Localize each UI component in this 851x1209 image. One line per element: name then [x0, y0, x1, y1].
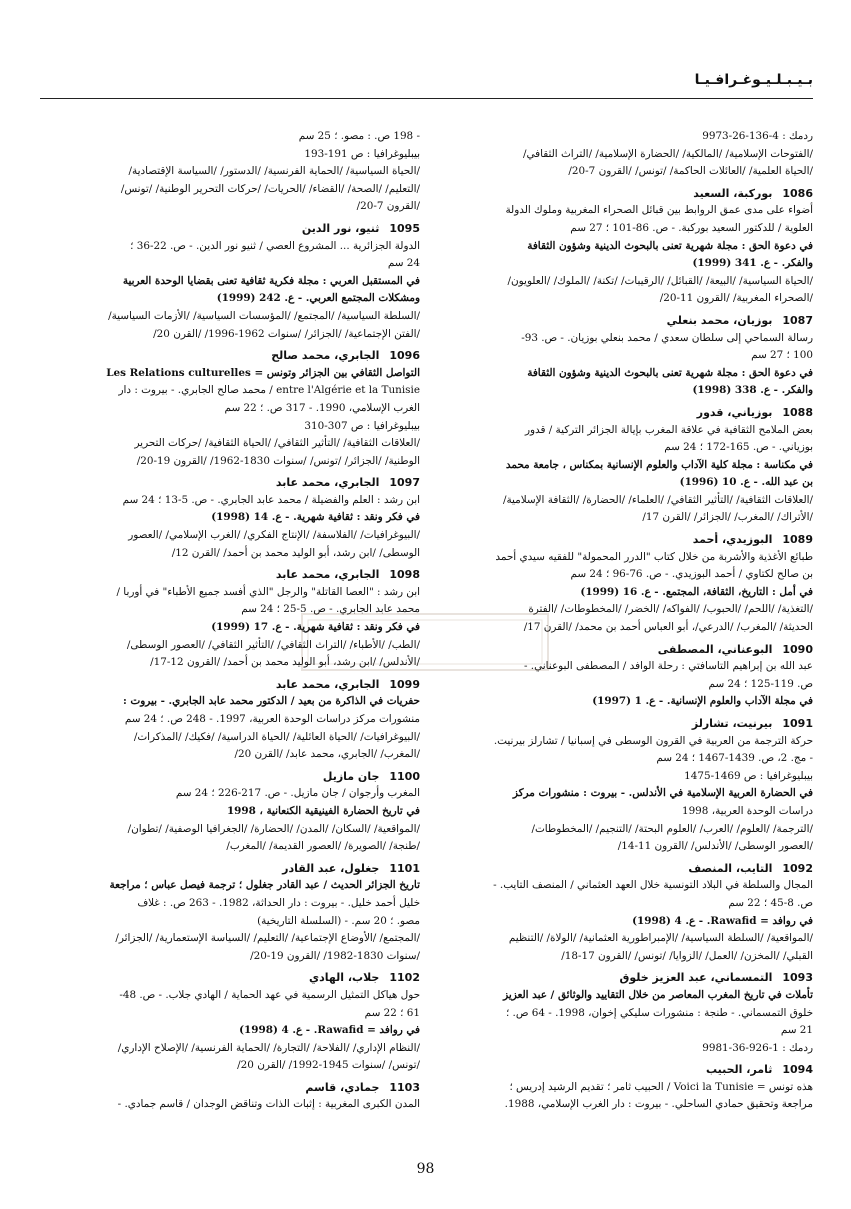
entry-line: ابن رشد : "العصا القاتلة" والرجل "الذي أفسد جميع الأطباء" في أوربا / [116, 585, 420, 598]
entry-number: 1087 [782, 313, 813, 327]
entry-number: 1088 [782, 405, 813, 419]
entry-line: 24 سم [387, 257, 420, 270]
entry-heading [38, 676, 420, 694]
entry-line: عبد الله بن إبراهيم التاسافتي : رحلة الوافد / المصطفى البوعناني. - [523, 660, 813, 673]
page-header [40, 72, 813, 99]
entry-author: الجابري، محمد عابد [275, 677, 380, 691]
entry-line: /العلاقات الثقافية/ /التأثير الثقافي/ /الحياة الثقافية/ /حركات التحرير [134, 437, 420, 450]
entry-line: حول هياكل التمثيل الرسمية في عهد الحماية / الهادي جلاب. - ص. 48- [119, 988, 420, 1001]
entry-line: خليل أحمد خليل. - بيروت : دار الحداثة، 1982. - 263 ص. : غلاف [137, 896, 420, 909]
entry-line: /المواقعية/ /السكان/ /المدن/ /الحضارة/ /الجغرافيا الوصفية/ /تطوان/ [127, 822, 420, 835]
bibliography-entry [431, 404, 813, 527]
entry-author: بوزياني، قدور [696, 405, 773, 419]
entry-line: ومشكلات المجتمع العربي. - ع. 242 (1999) [216, 292, 420, 305]
entry-line: /الحياة السياسية/ /الحماية الفرنسية/ /الدستور/ /السياسة الإقتصادية/ [128, 165, 420, 178]
entry-heading [431, 185, 813, 203]
entry-line: بيبليوغرافيا : ص 1469-1475 [684, 769, 813, 782]
entry-number: 1089 [782, 533, 813, 547]
entry-line: /طنجة/ /الصويرة/ /العصور القديمة/ /المغرب/ [226, 840, 420, 853]
entry-line: 21 سم [780, 1024, 813, 1037]
entry-author: جمادي، قاسم [305, 1080, 380, 1094]
entry-heading [38, 1079, 420, 1097]
entry-line: /المواقعية/ /السلطة السياسية/ /الإمبراطورية العثمانية/ /الولاة/ /التنظيم [508, 932, 813, 945]
entry-number: 1102 [389, 971, 420, 985]
entry-author: التايب، المنصف [688, 861, 773, 875]
entry-author: البوعناني، المصطفى [657, 642, 773, 656]
entry-author: الجابري، محمد صالح [271, 349, 380, 363]
entry-line: /الصحراء المغربية/ /القرون 11-20/ [659, 292, 813, 305]
entry-line: مراجعة وتحقيق حمادي الساحلي. - بيروت : دار الغرب الإسلامي، 1988. [504, 1098, 813, 1111]
entry-line: /الحياة السياسية/ /البيعة/ /القبائل/ /الرقيبات/ /تكنة/ /الملوك/ /العلويون/ [507, 274, 813, 287]
entry-heading [431, 1061, 813, 1079]
entry-line: القبلي/ /المخزن/ /العمل/ /الزوايا/ /تونس/ /القرون 17-18/ [561, 949, 813, 962]
bibliography-entry [431, 715, 813, 856]
entry-line: دراسات الوحدة العربية، 1998 [681, 804, 813, 817]
entry-heading [431, 715, 813, 733]
entry-author: البوزيدي، أحمد [692, 533, 773, 547]
entry-line: الحديثة/ /المغرب/ /الدرعي/، أبو العباس أحمد بن محمد/ /القرن 17/ [523, 621, 813, 634]
entry-line: /الفتوحات الإسلامية/ /المالكية/ /الحضارة الإسلامية/ /التراث الثقافي/ [522, 147, 813, 160]
entry-number: 1099 [389, 677, 420, 691]
bibliography-entry [38, 676, 420, 764]
entry-line: /القرون 7-20/ [356, 200, 420, 213]
entry-line: 100 ؛ 27 سم [751, 349, 813, 362]
entry-author: ثنيو، نور الدين [301, 221, 380, 235]
entry-line: /العلاقات الثقافية/ /التأثير الثقافي/ /العلماء/ /الحضارة/ /الثقافة الإسلامية/ [502, 493, 813, 506]
entry-line: في فكر ونقد : ثقافية شهرية. - ع. 14 (1998) [211, 511, 420, 524]
entry-number: 1095 [389, 221, 420, 235]
running-header-title: بـيـبـلـيـوغـرافـيـا [694, 72, 813, 88]
entry-line: رسالة السماحي إلى سلطان سعدي / محمد بنعلي بوزيان. - ص. 93- [521, 331, 813, 344]
entry-number: 1097 [389, 476, 420, 490]
entry-number: 1093 [782, 971, 813, 985]
entry-line: الوطنية/ /الجزائر/ /تونس/ /سنوات 1830-1962/ /القرون 19-20/ [136, 454, 420, 467]
entry-line: هذه تونس = Voici la Tunisie / الحبيب ثامر ؛ تقديم الرشيد إدريس ؛ [509, 1080, 813, 1093]
bibliography-entry [38, 969, 420, 1075]
bibliography-entry [38, 566, 420, 672]
entry-line: الدولة الجزائرية ... المشروع العصي / ثنيو نور الدين. - ص. 22-36 ؛ [130, 239, 420, 252]
entry-line: بيبليوغرافيا : ص 307-310 [304, 419, 420, 432]
entry-line: /التغذية/ /اللحم/ /الحبوب/ /الفواكه/ /الخضر/ /المخطوطات/ /الفترة [528, 603, 813, 616]
entry-heading [431, 860, 813, 878]
bibliography-entry [38, 220, 420, 343]
entry-line: /البيوغرافيات/ /الحياة العائلية/ /الحياة الدراسية/ /فكيك/ /المذكرات/ [133, 730, 420, 743]
bibliography-entry [431, 969, 813, 1057]
page-number: 98 [416, 1161, 435, 1177]
entry-line: 61 ؛ 22 سم [364, 1006, 420, 1019]
entry-number: 1091 [782, 717, 813, 730]
entry-line: محمد عابد الجابري. - ص. 5-25 ؛ 24 سم [241, 603, 420, 616]
entry-number: 1092 [782, 861, 813, 875]
entry-line: بوزياني. - ص. 165-172 ؛ 24 سم [664, 441, 813, 454]
entry-heading [431, 531, 813, 549]
bibliography-entry [38, 347, 420, 470]
entry-line: حركة الترجمة من العربية في القرون الوسطى في إسبانيا / تشارلز بيرنيت. [493, 734, 813, 747]
entry-number: 1100 [389, 769, 420, 783]
bibliography-entry [38, 474, 420, 562]
entry-heading [431, 641, 813, 659]
bibliography-entry [431, 312, 813, 400]
entry-line: ابن رشد : العلم والفضيلة / محمد عابد الجابري. - ص. 5-13 ؛ 24 سم [122, 493, 420, 506]
bibliography-entry [431, 128, 813, 181]
entry-line: /التعليم/ /الصحة/ /القضاء/ /الحريات/ /حركات التحرير الوطنية/ /تونس/ [120, 182, 420, 195]
entry-line: ردمك : 1-926-36-9981 [702, 1041, 813, 1054]
entry-line: في أمل : التاريخ، الثقافة، المجتمع. - ع. 16 (1999) [580, 585, 813, 598]
entry-heading [431, 404, 813, 422]
entry-line: مصو. ؛ 20 سم. - (السلسلة التاريخية) [257, 914, 420, 927]
entry-line: ص. 8-45 ؛ 22 سم [728, 896, 813, 909]
entry-heading [431, 312, 813, 330]
entry-heading [431, 969, 813, 987]
entry-number: 1096 [389, 349, 420, 363]
entry-line: حفريات في الذاكرة من بعيد / الدكتور محمد عابد الجابري. - بيروت : [122, 695, 420, 708]
right-column [431, 128, 813, 1117]
entry-author: بيرنيت، تشارلز [691, 717, 773, 730]
entry-line: طبائع الأغذية والأشربة من خلال كتاب "الدرر المحمولة" للفقيه سيدي أحمد [495, 550, 813, 563]
entry-line: العلوية / للدكتور السعيد بوركبة. - ص. 86-101 ؛ 27 سم [570, 221, 813, 234]
entry-author: الجابري، محمد عابد [275, 476, 380, 490]
entry-author: جغلول، عبد القادر [282, 861, 380, 875]
entry-heading [38, 566, 420, 584]
entry-line: في دعوة الحق : مجلة شهرية تعنى بالبحوث الدينية وشؤون الثقافة [527, 366, 813, 379]
entry-line: في دعوة الحق : مجلة شهرية تعنى بالبحوث الدينية وشؤون الثقافة [527, 239, 813, 252]
entry-line: /العصور الوسطى/ /الأندلس/ /القرون 11-14/ [617, 840, 813, 853]
entry-number: 1101 [389, 861, 420, 875]
entry-line: الوسطى/ /ابن رشد، أبو الوليد محمد بن أحمد/ /القرن 12/ [171, 546, 420, 559]
entry-line: بعض الملامح الثقافية في علاقة المغرب بإيالة الجزائر التركية / قدور [524, 423, 813, 436]
bibliography-entry [38, 1079, 420, 1114]
entry-number: 1090 [782, 642, 813, 656]
entry-line: /المجتمع/ /الأوضاع الإجتماعية/ /التعليم/ /السياسة الإستعمارية/ /الجزائر/ [115, 932, 420, 945]
entry-line: /السلطة السياسية/ /المجتمع/ /المؤسسات السياسية/ /الأزمات السياسية/ [108, 309, 420, 322]
entry-author: ثامر، الحبيب [705, 1063, 773, 1077]
entry-line: تاريخ الجزائر الحديث / عبد القادر جغلول ؛ ترجمة فيصل عباس ؛ مراجعة [109, 879, 420, 892]
entry-author: الجابري، محمد عابد [275, 568, 380, 582]
entry-line: /تونس/ /سنوات 1945-1992/ /القرن 20/ [237, 1059, 420, 1072]
bibliography-entry [38, 860, 420, 966]
entry-line: /النظام الإداري/ /الفلاحة/ /التجارة/ /الحماية الفرنسية/ /الإصلاح الإداري/ [117, 1041, 420, 1054]
entry-line: بن عبد الله. - ع. 10 (1996) [679, 476, 813, 489]
entry-heading [38, 768, 420, 786]
entry-line: بن صالح لكتاوي / أحمد البوزيدي. - ص. 76-96 ؛ 24 سم [570, 568, 813, 581]
entry-line: في تاريخ الحضارة الفينيقية الكنعانية ، 1998 [226, 804, 420, 817]
entry-heading [38, 969, 420, 987]
entry-line: ص. 119-125 ؛ 24 سم [708, 677, 813, 690]
entry-number: 1098 [389, 568, 420, 582]
entry-line: التواصل الثقافي بين الجزائر وتونس = Les Relations culturelles [106, 366, 420, 379]
entry-line: والفكر. - ع. 341 (1999) [692, 257, 813, 270]
entry-line: في روافد = Rawafid. - ع. 4 (1998) [239, 1024, 420, 1037]
entry-line: /الأندلس/ /ابن رشد، أبو الوليد محمد بن أحمد/ /القرون 12-17/ [150, 656, 420, 669]
entry-line: في روافد = Rawafid. - ع. 4 (1998) [632, 914, 813, 927]
entry-line: المغرب وأرجوان / جان مازيل. - ص. 217-226 ؛ 24 سم [175, 787, 420, 800]
entry-number: 1086 [782, 186, 813, 200]
entry-line: /الفتن الإجتماعية/ /الجزائر/ /سنوات 1962-1996/ /القرن 20/ [153, 327, 420, 340]
entry-line: تأملات في تاريخ المغرب المعاصر من خلال التقاييد والوثائق / عبد العزيز [503, 988, 813, 1001]
entry-number: 1103 [389, 1080, 420, 1094]
entry-line: /سنوات 1830-1982/ /القرون 19-20/ [250, 949, 420, 962]
entry-line: المدن الكبرى المغربية : إثبات الذات وتناقض الوجدان / قاسم جمادي. - [117, 1098, 420, 1111]
entry-number: 1094 [782, 1063, 813, 1077]
entry-line: في فكر ونقد : ثقافية شهرية. - ع. 17 (1999) [211, 621, 420, 634]
bibliography-entry [431, 531, 813, 637]
entry-line: entre l'Algérie et la Tunisie / محمد صالح الجابري. - بيروت : دار [118, 384, 420, 397]
entry-line: /الأتراك/ /المغرب/ /الجزائر/ /القرن 17/ [642, 511, 813, 524]
entry-line: في الحضارة العربية الإسلامية في الأندلس. - بيروت : منشورات مركز [512, 787, 813, 800]
entry-author: بوزيان، محمد بنعلي [666, 313, 773, 327]
entry-line: /البيوغرافيات/ /الفلاسفة/ /الإنتاج الفكري/ /الغرب الإسلامي/ /العصور [128, 529, 420, 542]
bibliography-entry [38, 128, 420, 216]
entry-author: التمسماني، عبد العزيز خلوق [619, 971, 773, 985]
entry-author: جان مازيل [322, 769, 380, 783]
entry-line: /الطب/ /الأطباء/ /التراث الثقافي/ /التأثير الثقافي/ /العصور الوسطى/ [126, 638, 420, 651]
entry-line: في مجلة الآداب والعلوم الإنسانية. - ع. 1 (1997) [592, 695, 813, 708]
entry-line: المجال والسلطة في البلاد التونسية خلال العهد العثماني / المنصف التايب. - [493, 879, 813, 892]
entry-line: /المغرب/ /الجابري، محمد عابد/ /القرن 20/ [234, 748, 420, 761]
entry-line: أضواء على مدى عمق الروابط بين قبائل الصحراء المغربية وملوك الدولة [505, 204, 813, 217]
entry-heading [38, 474, 420, 492]
entry-line: في مكناسة : مجلة كلية الآداب والعلوم الإنسانية بمكناس ، جامعة محمد [505, 458, 813, 471]
entry-line: في المستقبل العربي : مجلة فكرية ثقافية تعنى بقضايا الوحدة العربية [122, 274, 420, 287]
bibliography-entry [431, 860, 813, 966]
entry-heading [38, 860, 420, 878]
entry-line: منشورات مركز دراسات الوحدة العربية، 1997. - 248 ص. ؛ 24 سم [124, 713, 420, 725]
bibliography-entry [431, 1061, 813, 1114]
entry-line: بيبليوغرافيا : ص 191-193 [304, 147, 420, 160]
entry-author: بوركبة، السعيد [693, 186, 773, 200]
left-column [38, 128, 420, 1117]
bibliography-entry [38, 768, 420, 856]
entry-heading [38, 347, 420, 365]
entry-line: والفكر. - ع. 338 (1998) [692, 384, 813, 397]
entry-line: /الترجمة/ /العلوم/ /العرب/ /العلوم البحتة/ /التنجيم/ /المخطوطات/ [531, 822, 813, 835]
bibliography-entry [431, 641, 813, 711]
entry-line: /الحياة العلمية/ /العائلات الحاكمة/ /تونس/ /القرون 7-20/ [568, 165, 813, 178]
entry-author: جلاب، الهادي [309, 971, 380, 985]
entry-line: ردمك : 4-136-26-9973 [702, 130, 813, 142]
entry-line: خلوق التمسماني. - طنجة : منشورات سليكي إخوان، 1998. - 64 ص. ؛ [505, 1006, 813, 1019]
entry-heading [38, 220, 420, 238]
entry-line: الغرب الإسلامي، 1990. - 317 ص. ؛ 22 سم [224, 401, 420, 414]
bibliography-entry [431, 185, 813, 308]
entry-line: - 198 ص. : مصو. ؛ 25 سم [298, 130, 420, 142]
entry-line: - مج. 2، ص. 1439-1467 ؛ 24 سم [656, 752, 813, 765]
